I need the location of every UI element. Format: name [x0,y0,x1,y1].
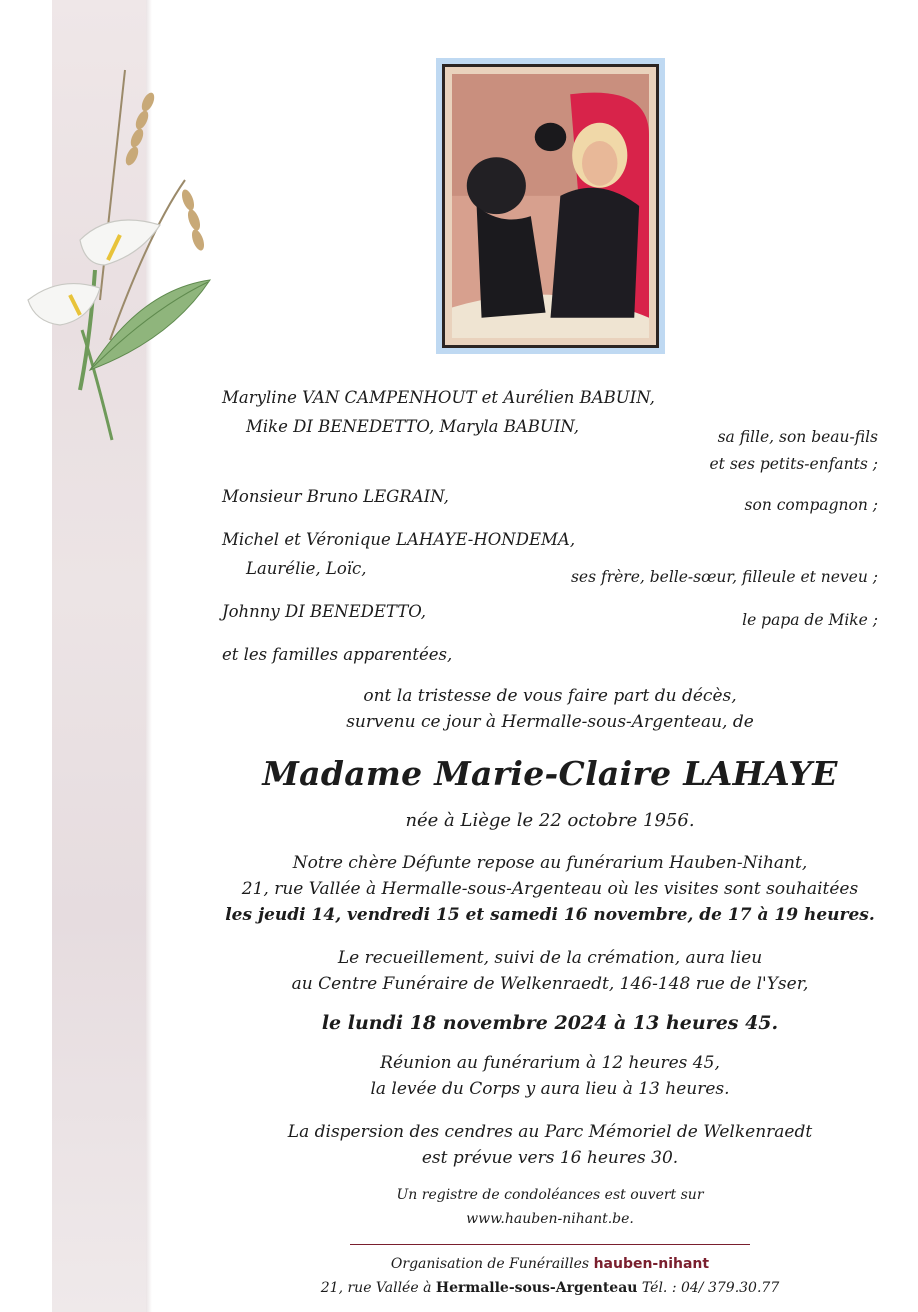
birth-block [200,808,900,834]
dispersion [200,1119,900,1171]
condolences-link[interactable]: www.hauben-nihant.be. [466,1211,634,1227]
deceased-name: Madame Marie-Claire LAHAYE [262,754,838,793]
family-names-line: et les familles apparentées, [222,645,453,664]
family-relation-line: sa fille, son beau-fils [717,428,878,446]
condolences [200,1183,900,1231]
ceremony-date: le lundi 18 novembre 2024 à 13 heures 45. [321,1012,779,1034]
calla-lily-icon [20,40,220,450]
deceased-block [200,754,900,793]
ceremony-line: au Centre Funéraire de Welkenraedt, 146-148 rue de l'Yser, [291,974,809,994]
portrait-frame [436,58,665,354]
gathering [200,1050,900,1102]
portrait-photo-icon [452,74,649,338]
family-names-line: Monsieur Bruno LEGRAIN, [222,487,449,506]
footer-divider [350,1244,750,1245]
family-relation-line: son compagnon ; [744,496,878,514]
visitation [200,850,900,928]
birth-line: née à Liège le 22 octobre 1956. [405,810,695,831]
ceremony-date-block [200,1010,900,1036]
dispersion-line: La dispersion des cendres au Parc Mémoriel de Welkenraedt [287,1122,813,1142]
announcement-line: ont la tristesse de vous faire part du décès, [363,686,737,706]
family-relation-line: et ses petits-enfants ; [709,455,878,473]
visitation-line: 21, rue Vallée à Hermalle-sous-Argenteau où les visites sont souhaitées [241,879,859,899]
family-names-line: Michel et Véronique LAHAYE-HONDEMA, [222,530,576,549]
family-names-line: Laurélie, Loïc, [246,559,367,578]
family-relation-line: ses frère, belle-sœur, filleule et neveu ; [570,568,878,586]
family-relation-line: le papa de Mike ; [742,611,878,629]
visitation-dates: les jeudi 14, vendredi 15 et samedi 16 novembre, de 17 à 19 heures. [225,905,875,925]
ceremony [200,945,900,997]
gathering-line: la levée du Corps y aura lieu à 13 heures. [370,1079,730,1099]
footer-address-prefix: 21, rue Vallée à [320,1280,432,1296]
gathering-line: Réunion au funérarium à 12 heures 45, [380,1053,720,1073]
visitation-line: Notre chère Défunte repose au funérarium Hauben-Nihant, [292,853,808,873]
footer-phone: Tél. : 04/ 379.30.77 [641,1280,780,1296]
footer [200,1252,900,1300]
brand-logo: hauben-nihant [593,1256,710,1272]
footer-org-prefix: Organisation de Funérailles [390,1256,590,1272]
family-names-line: Maryline VAN CAMPENHOUT et Aurélien BABUIN, [222,388,655,407]
dispersion-line: est prévue vers 16 heures 30. [421,1148,679,1168]
condolences-line: Un registre de condoléances est ouvert sur [396,1187,704,1203]
announcement [200,683,900,735]
ceremony-line: Le recueillement, suivi de la crémation, aura lieu [337,948,763,968]
footer-address-town: Hermalle-sous-Argenteau [435,1280,638,1296]
family-names-line: Mike DI BENEDETTO, Maryla BABUIN, [246,417,579,436]
family-names-line: Johnny DI BENEDETTO, [222,602,427,621]
announcement-line: survenu ce jour à Hermalle-sous-Argenteau, de [346,712,754,732]
